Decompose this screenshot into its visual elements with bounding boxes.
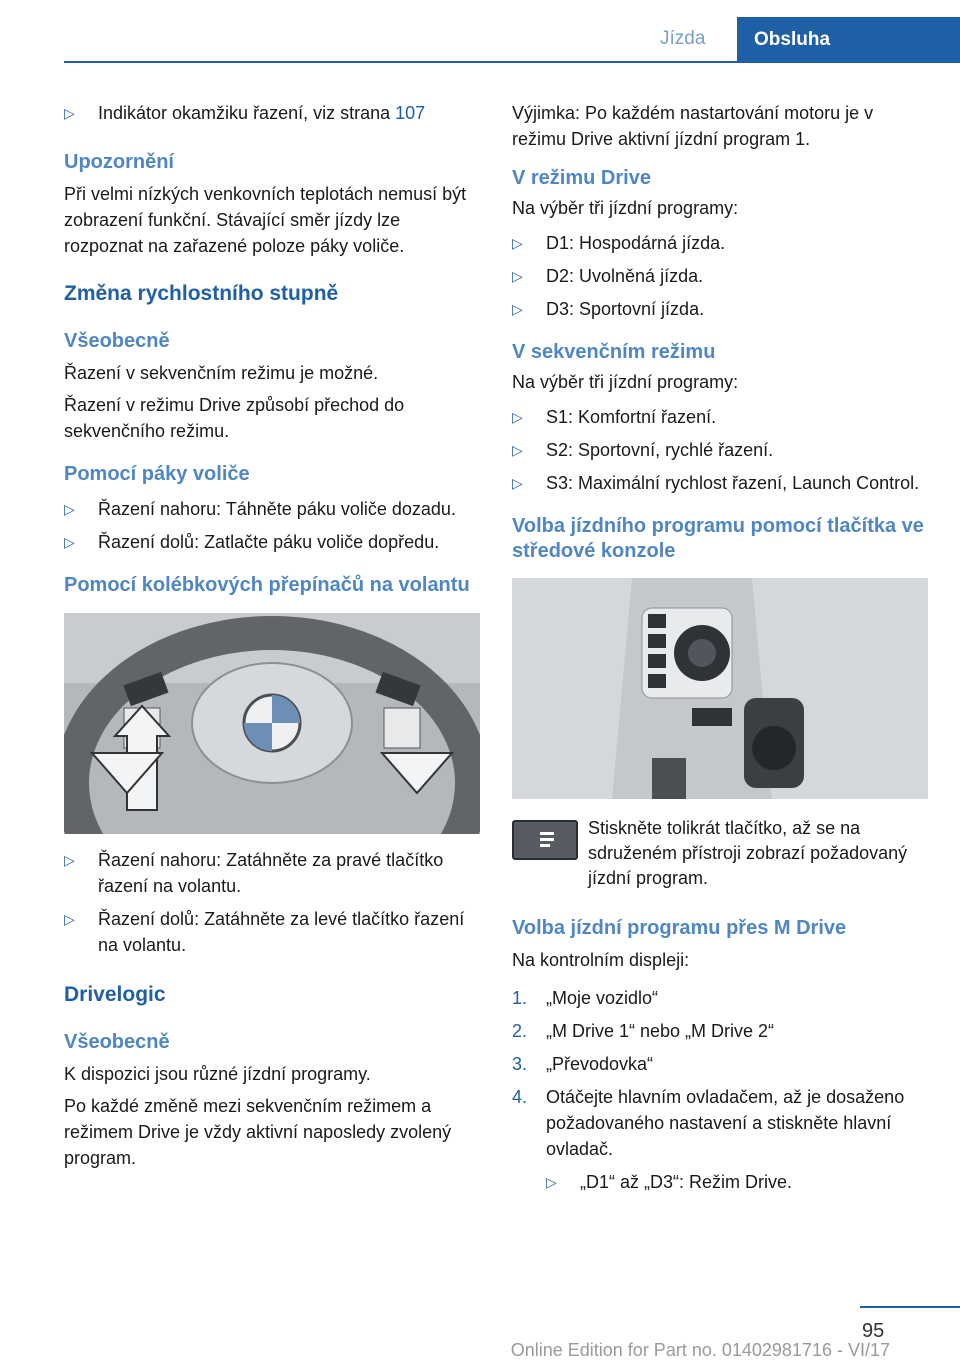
center-console-image: [512, 578, 928, 799]
heading-zmena: Změna rychlostního stupně: [64, 282, 339, 305]
triangle-bullet-icon: ▷: [64, 852, 75, 868]
page-number: 95: [862, 1320, 885, 1342]
list-item: ▷ Řazení dolů: Zatlačte páku voliče dopředu.: [64, 529, 484, 555]
triangle-bullet-icon: ▷: [512, 475, 523, 491]
page-number-rule: [860, 1306, 960, 1308]
paragraph-stisknete: Stiskněte tolikrát tlačítko, až se na sdruženém přístroji zobrazí požadovaný jízdní program.: [588, 818, 908, 888]
list-item: ▷ Řazení nahoru: Táhněte páku voliče dozadu.: [64, 496, 484, 522]
list-item: ▷ Indikátor okamžiku řazení, viz strana 107: [64, 100, 484, 126]
numbered-step: 3. „Převodovka“: [512, 1054, 654, 1074]
steering-wheel-illustration: [64, 613, 480, 834]
heading-drive: V režimu Drive: [512, 167, 651, 189]
heading-upozorneni: Upozornění: [64, 151, 174, 173]
paragraph-vyjimka: Výjimka: Po každém nastartování motoru je v režimu Drive aktivní jízdní program 1.: [512, 103, 874, 149]
list-item: ▷ D1: Hospodárná jízda.: [512, 230, 932, 256]
paragraph-na-vyber-2: Na výběr tři jízdní programy:: [512, 372, 739, 392]
heading-vseobecne: Všeobecně: [64, 330, 170, 352]
paragraph-na-vyber-1: Na výběr tři jízdní programy:: [512, 198, 739, 218]
paragraph-na-kontrolnim: Na kontrolním displeji:: [512, 950, 690, 970]
list-item: ▷ S3: Maximální rychlost řazení, Launch Control.: [512, 470, 932, 496]
triangle-bullet-icon: ▷: [512, 409, 523, 425]
heading-kolebkovych: Pomocí kolébkových přepínačů na volantu: [64, 574, 470, 596]
center-console-illustration: [512, 578, 928, 799]
tab-jizda[interactable]: Jízda: [660, 28, 706, 49]
triangle-bullet-icon: ▷: [512, 235, 523, 251]
triangle-bullet-icon: ▷: [64, 911, 75, 927]
paragraph-po-kazde: Po každé změně mezi sekvenčním režimem a režimem Drive je vždy aktivní naposledy zvolený program.: [64, 1096, 452, 1168]
triangle-bullet-icon: ▷: [64, 501, 75, 517]
triangle-bullet-icon: ▷: [512, 268, 523, 284]
heading-volba-m-drive: Volba jízdní programu přes M Drive: [512, 917, 847, 939]
button-description-row: [512, 816, 932, 894]
triangle-bullet-icon: ▷: [512, 442, 523, 458]
tab-obsluha[interactable]: Obsluha: [737, 17, 960, 63]
paragraph-upozorneni: Při velmi nízkých venkovních teplotách nemusí být zobrazení funkční. Stávající směr jízdy lze rozpoznat na zařazené poloze páky voliče.: [64, 184, 467, 256]
sub-list-item: ▷ „D1“ až „D3“: Režim Drive.: [512, 1169, 932, 1195]
numbered-step: 2. „M Drive 1“ nebo „M Drive 2“: [512, 1021, 775, 1041]
triangle-bullet-icon: ▷: [546, 1174, 557, 1190]
heading-vseobecne-2: Všeobecně: [64, 1031, 170, 1053]
list-item: ▷ D3: Sportovní jízda.: [512, 296, 932, 322]
footer-edition: Online Edition for Part no. 01402981716 - VI/17: [510, 1340, 890, 1360]
numbered-step: 1. „Moje vozidlo“: [512, 988, 659, 1008]
heading-volba-tlacitka: Volba jízdního programu pomocí tlačítka ve středové konzole: [512, 515, 924, 562]
heading-sekvencni: V sekvenčním režimu: [512, 341, 716, 363]
paragraph-razeni-2: Řazení v režimu Drive způsobí přechod do sekvenčního režimu.: [64, 395, 405, 441]
list-item: ▷ D2: Uvolněná jízda.: [512, 263, 932, 289]
list-item: ▷ S2: Sportovní, rychlé řazení.: [512, 437, 932, 463]
triangle-bullet-icon: ▷: [64, 534, 75, 550]
paragraph-k-dispozici: K dispozici jsou různé jízdní programy.: [64, 1064, 371, 1084]
numbered-step: 4. Otáčejte hlavním ovladačem, až je dosaženo požadovaného nastavení a stiskněte hlavní ovladač.: [512, 1087, 905, 1159]
drivelogic-button-icon: [512, 820, 578, 860]
list-item: ▷ S1: Komfortní řazení.: [512, 404, 932, 430]
heading-drivelogic: Drivelogic: [64, 983, 166, 1006]
paragraph-razeni-1: Řazení v sekvenčním režimu je možné.: [64, 363, 379, 383]
left-column: [64, 100, 484, 1177]
triangle-bullet-icon: ▷: [64, 105, 75, 121]
heading-paky: Pomocí páky voliče: [64, 463, 250, 485]
list-item: ▷ Řazení dolů: Zatáhněte za levé tlačítko řazení na volantu.: [64, 906, 484, 958]
list-item: ▷ Řazení nahoru: Zatáhněte za pravé tlačítko řazení na volantu.: [64, 847, 484, 899]
right-column: [512, 100, 932, 1195]
page-link[interactable]: 107: [395, 103, 426, 123]
triangle-bullet-icon: ▷: [512, 301, 523, 317]
steering-wheel-image: [64, 613, 480, 834]
